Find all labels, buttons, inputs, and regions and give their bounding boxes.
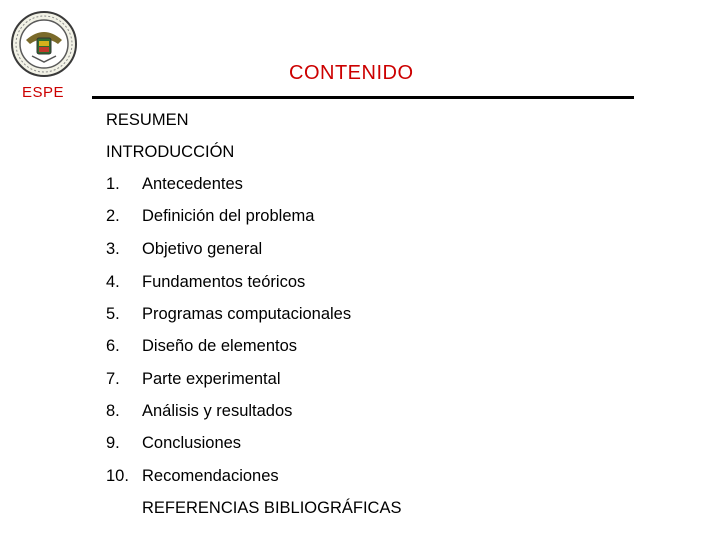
toc-item-number: 9.: [106, 434, 120, 452]
toc-item: [106, 337, 297, 356]
toc-item: [106, 370, 281, 389]
toc-item-number: 10.: [106, 467, 129, 485]
toc-item-label: Definición del problema: [142, 207, 315, 225]
toc-item: [106, 467, 279, 486]
toc-item-label: Análisis y resultados: [142, 402, 293, 420]
toc-item-label: Diseño de elementos: [142, 337, 298, 355]
toc-item-label: Recomendaciones: [142, 467, 279, 485]
toc-item-label: Conclusiones: [142, 434, 242, 452]
toc-item-label: Parte experimental: [142, 370, 281, 388]
toc-item: [106, 273, 305, 292]
espe-logo: [10, 10, 78, 78]
toc-item: [106, 434, 241, 453]
toc-item-number: 8.: [106, 402, 120, 420]
toc-item-label: Objetivo general: [142, 240, 263, 258]
toc-item-number: 1.: [106, 175, 120, 193]
toc-item-label: Programas computacionales: [142, 305, 352, 323]
toc-item-number: 6.: [106, 337, 120, 355]
toc-item: [106, 402, 292, 421]
espe-label: ESPE: [22, 84, 65, 101]
toc-introduccion: INTRODUCCIÓN: [106, 143, 235, 161]
toc-item: [106, 240, 262, 259]
toc-resumen: RESUMEN: [106, 111, 189, 129]
toc-item: [106, 207, 314, 226]
toc-item-number: 2.: [106, 207, 120, 225]
toc-item-label: Antecedentes: [142, 175, 243, 193]
toc-referencias: REFERENCIAS BIBLIOGRÁFICAS: [142, 499, 402, 517]
toc-item-number: 5.: [106, 305, 120, 323]
toc-item: [106, 305, 351, 324]
title-divider: [92, 96, 634, 99]
toc-item: [106, 175, 243, 194]
toc-item-label: Fundamentos teóricos: [142, 273, 306, 291]
toc-item-number: 4.: [106, 273, 120, 291]
toc-item-number: 3.: [106, 240, 120, 258]
page-title: CONTENIDO: [289, 62, 414, 84]
toc-item-number: 7.: [106, 370, 120, 388]
